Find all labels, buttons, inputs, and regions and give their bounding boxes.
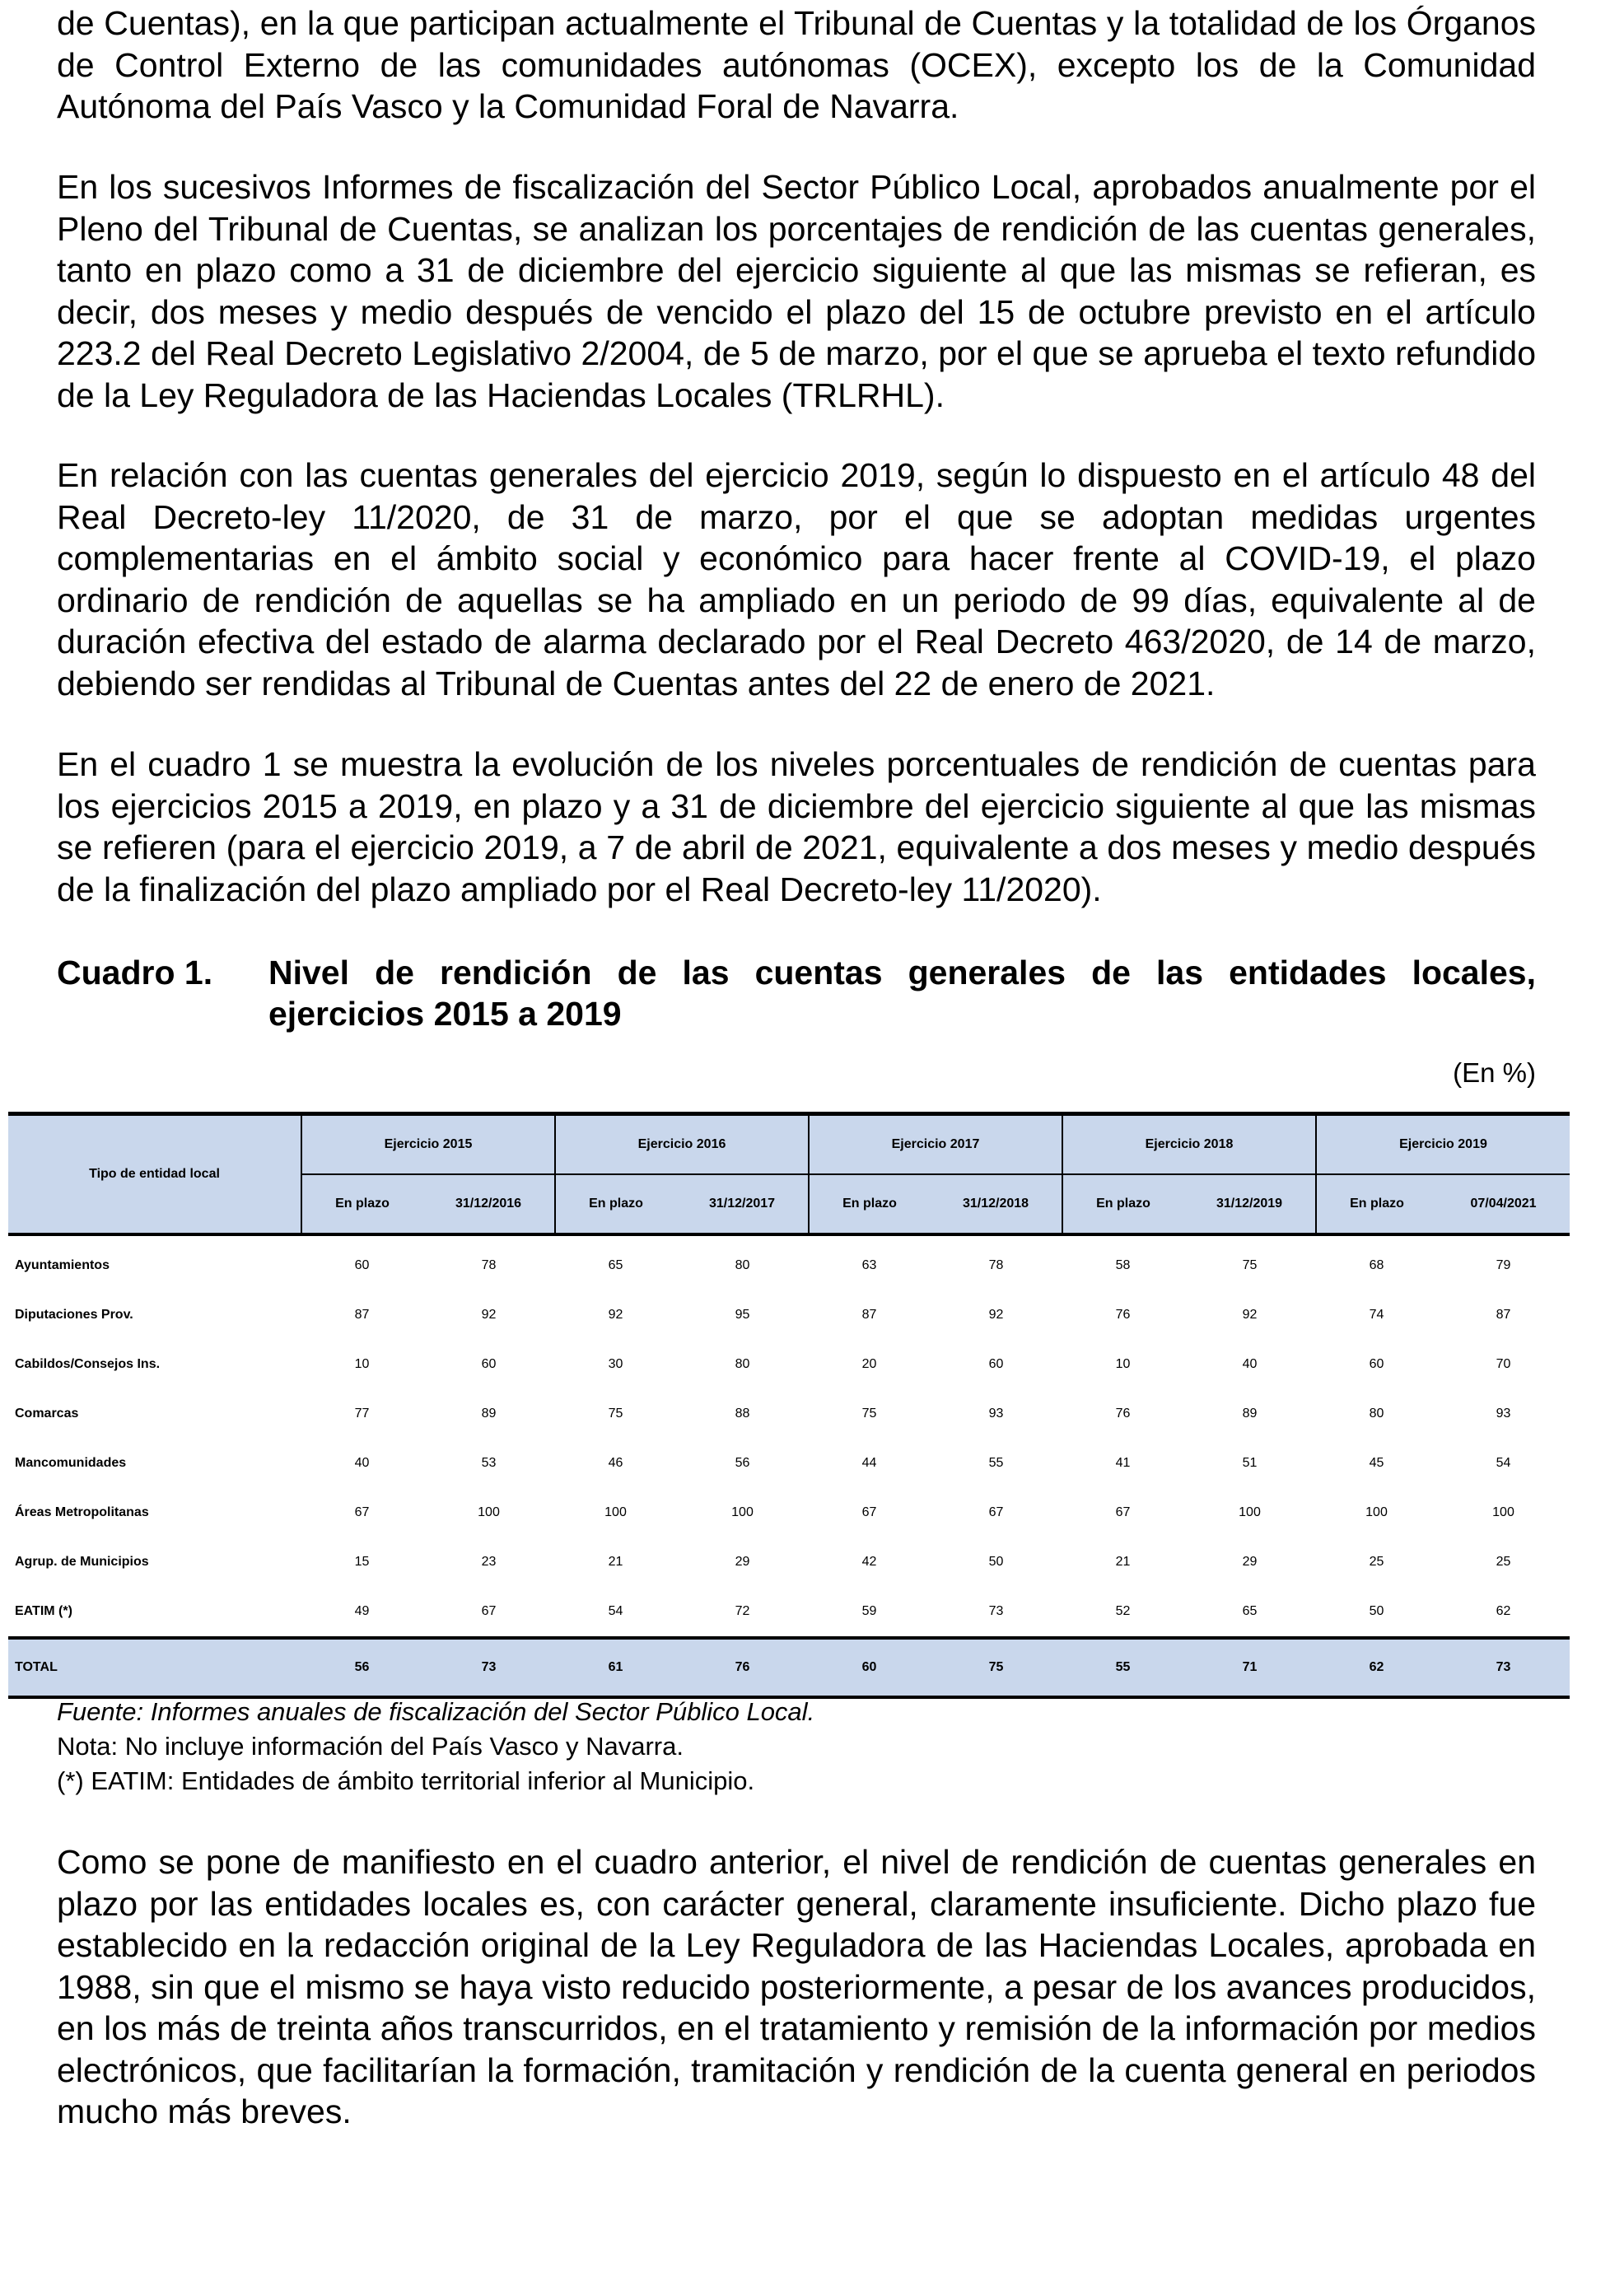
row-label: Áreas Metropolitanas [15, 1505, 149, 1519]
value-cell: 10 [1115, 1357, 1131, 1371]
sub-header: 31/12/2017 [676, 1174, 809, 1234]
table-row [8, 1537, 1570, 1587]
value-cell: 76 [1115, 1308, 1131, 1322]
value-cell: 67 [1115, 1505, 1131, 1519]
value-cell: 89 [1242, 1407, 1258, 1421]
paragraph-2: En los sucesivos Informes de fiscalización del Sector Público Local, aprobados anualmente por el Pleno del Tribunal de Cuentas, se analizan los porcentajes de rendición de las cuentas generales, tanto en plazo como a 31 de diciembre del ejercicio siguiente al que las mismas se refieran, es decir, dos meses y medio después de vencido el plazo del 15 de octubre previsto en el artículo 223.2 del Real Decreto Legislativo 2/2004, de 5 de marzo, por el que se aprueba el texto refundido de la Ley Reguladora de las Haciendas Locales (TRLRHL). [57, 168, 1536, 414]
value-cell: 25 [1369, 1555, 1384, 1569]
value-cell: 54 [608, 1604, 623, 1618]
value-cell: 50 [988, 1555, 1004, 1569]
value-cell: 49 [354, 1604, 370, 1618]
value-cell: 77 [354, 1407, 370, 1421]
total-cell: 75 [930, 1638, 1062, 1697]
total-label: TOTAL [8, 1638, 301, 1697]
header-row-years [8, 1114, 1570, 1175]
total-cell: 55 [1062, 1638, 1183, 1697]
row-label: Agrup. de Municipios [15, 1555, 149, 1569]
value-cell: 50 [1369, 1604, 1384, 1618]
value-cell: 87 [861, 1308, 877, 1322]
value-cell: 93 [1496, 1407, 1511, 1421]
value-cell: 46 [608, 1456, 623, 1470]
paragraph-5: Como se pone de manifiesto en el cuadro anterior, el nivel de rendición de cuentas generales en plazo por las entidades locales es, con carácter general, claramente insuficiente. Dicho plazo fue establecido en la redacción original de la Ley Reguladora de las Haciendas Locales, aprobada en 1988, sin que el mismo se haya visto reducido posteriormente, a pesar de los avances producidos, en los más de treinta años transcurridos, en el tratamiento y remisión de la información por medios electrónicos, que facilitarían la formación, tramitación y rendición de la cuenta general en periodos mucho más breves. [57, 1843, 1536, 2130]
corner-header: Tipo de entidad local [8, 1114, 301, 1235]
value-cell: 15 [354, 1555, 370, 1569]
total-cell: 73 [422, 1638, 555, 1697]
row-label: Cabildos/Consejos Ins. [15, 1357, 161, 1371]
sub-header: En plazo [809, 1174, 930, 1234]
row-label: Ayuntamientos [15, 1258, 110, 1272]
value-cell: 67 [481, 1604, 497, 1618]
value-cell: 67 [988, 1505, 1004, 1519]
year-header: Ejercicio 2017 [809, 1114, 1062, 1175]
value-cell: 30 [608, 1357, 623, 1371]
value-cell: 54 [1496, 1456, 1511, 1470]
value-cell: 55 [988, 1456, 1004, 1470]
table-wrapper [8, 1112, 1570, 1699]
total-cell: 61 [555, 1638, 676, 1697]
value-cell: 29 [735, 1555, 750, 1569]
year-header: Ejercicio 2016 [555, 1114, 809, 1175]
value-cell: 65 [608, 1258, 623, 1272]
table-notes [57, 1695, 814, 1798]
value-cell: 40 [1242, 1357, 1258, 1371]
value-cell: 21 [1115, 1555, 1131, 1569]
value-cell: 89 [481, 1407, 497, 1421]
caption-title: Nivel de rendición de las cuentas generales de las entidades locales, ejercicios 2015 a 2019 [268, 954, 1536, 1033]
value-cell: 80 [735, 1357, 750, 1371]
value-cell: 92 [608, 1308, 623, 1322]
value-cell: 75 [1242, 1258, 1258, 1272]
value-cell: 63 [861, 1258, 877, 1272]
data-table [8, 1112, 1570, 1699]
value-cell: 40 [354, 1456, 370, 1470]
value-cell: 74 [1369, 1308, 1384, 1322]
value-cell: 56 [735, 1456, 750, 1470]
value-cell: 100 [1365, 1505, 1388, 1519]
paragraph-1: de Cuentas), en la que participan actualmente el Tribunal de Cuentas y la totalidad de los Órganos de Control Externo de las comunidades autónomas (OCEX), excepto los de la Comunidad Autónoma del País Vasco y la Comunidad Foral de Navarra. [57, 4, 1536, 125]
table-row [8, 1234, 1570, 1290]
total-cell: 60 [809, 1638, 930, 1697]
value-cell: 80 [1369, 1407, 1384, 1421]
table-row [8, 1290, 1570, 1340]
total-cell: 62 [1316, 1638, 1437, 1697]
table-row [8, 1389, 1570, 1439]
value-cell: 42 [861, 1555, 877, 1569]
row-label: Comarcas [15, 1407, 79, 1421]
value-cell: 95 [735, 1308, 750, 1322]
value-cell: 100 [731, 1505, 754, 1519]
value-cell: 100 [604, 1505, 627, 1519]
table-row [8, 1340, 1570, 1389]
value-cell: 23 [481, 1555, 497, 1569]
total-cell: 76 [676, 1638, 809, 1697]
value-cell: 68 [1369, 1258, 1384, 1272]
value-cell: 60 [1369, 1357, 1384, 1371]
value-cell: 92 [481, 1308, 497, 1322]
table-body [8, 1234, 1570, 1638]
value-cell: 10 [354, 1357, 370, 1371]
value-cell: 29 [1242, 1555, 1258, 1569]
row-label: EATIM (*) [15, 1604, 72, 1618]
value-cell: 78 [481, 1258, 497, 1272]
value-cell: 51 [1242, 1456, 1258, 1470]
value-cell: 92 [1242, 1308, 1258, 1322]
value-cell: 62 [1496, 1604, 1511, 1618]
value-cell: 20 [861, 1357, 877, 1371]
value-cell: 79 [1496, 1258, 1511, 1272]
table-row [8, 1439, 1570, 1488]
value-cell: 60 [354, 1258, 370, 1272]
value-cell: 87 [354, 1308, 370, 1322]
value-cell: 65 [1242, 1604, 1258, 1618]
value-cell: 67 [861, 1505, 877, 1519]
sub-header: En plazo [555, 1174, 676, 1234]
value-cell: 75 [608, 1407, 623, 1421]
table-row [8, 1488, 1570, 1537]
sub-header: 07/04/2021 [1437, 1174, 1570, 1234]
value-cell: 67 [354, 1505, 370, 1519]
value-cell: 45 [1369, 1456, 1384, 1470]
caption-label: Cuadro 1. [57, 954, 213, 991]
value-cell: 78 [988, 1258, 1004, 1272]
value-cell: 100 [1492, 1505, 1514, 1519]
source-note: Fuente: Informes anuales de fiscalización del Sector Público Local. [57, 1697, 815, 1726]
row-label: Mancomunidades [15, 1456, 127, 1470]
value-cell: 52 [1115, 1604, 1131, 1618]
value-cell: 76 [1115, 1407, 1131, 1421]
scope-note: Nota: No incluye información del País Vasco y Navarra. [57, 1732, 684, 1761]
value-cell: 41 [1115, 1456, 1131, 1470]
value-cell: 60 [481, 1357, 497, 1371]
value-cell: 60 [988, 1357, 1004, 1371]
value-cell: 72 [735, 1604, 750, 1618]
value-cell: 92 [988, 1308, 1004, 1322]
value-cell: 100 [1239, 1505, 1261, 1519]
value-cell: 70 [1496, 1357, 1511, 1371]
value-cell: 44 [861, 1456, 877, 1470]
total-cell: 56 [301, 1638, 422, 1697]
table-row [8, 1587, 1570, 1638]
total-cell: 73 [1437, 1638, 1570, 1697]
year-header: Ejercicio 2019 [1316, 1114, 1570, 1175]
sub-header: En plazo [1062, 1174, 1183, 1234]
total-row [8, 1638, 1570, 1697]
sub-header: 31/12/2018 [930, 1174, 1062, 1234]
sub-header: En plazo [1316, 1174, 1437, 1234]
value-cell: 53 [481, 1456, 497, 1470]
value-cell: 75 [861, 1407, 877, 1421]
value-cell: 88 [735, 1407, 750, 1421]
value-cell: 100 [478, 1505, 500, 1519]
sub-header: 31/12/2019 [1183, 1174, 1316, 1234]
year-header: Ejercicio 2015 [301, 1114, 555, 1175]
eatim-note: (*) EATIM: Entidades de ámbito territorial inferior al Municipio. [57, 1766, 755, 1795]
sub-header: En plazo [301, 1174, 422, 1234]
value-cell: 21 [608, 1555, 623, 1569]
value-cell: 73 [988, 1604, 1004, 1618]
total-cell: 71 [1183, 1638, 1316, 1697]
value-cell: 25 [1496, 1555, 1511, 1569]
value-cell: 93 [988, 1407, 1004, 1421]
value-cell: 87 [1496, 1308, 1511, 1322]
year-header: Ejercicio 2018 [1062, 1114, 1316, 1175]
paragraph-3: En relación con las cuentas generales del ejercicio 2019, según lo dispuesto en el artículo 48 del Real Decreto-ley 11/2020, de 31 de marzo, por el que se adoptan medidas urgentes complementarias en el ámbito social y económico para hacer frente al COVID-19, el plazo ordinario de rendición de aquellas se ha ampliado en un periodo de 99 días, equivalente al de duración efectiva del estado de alarma declarado por el Real Decreto 463/2020, de 14 de marzo, debiendo ser rendidas al Tribunal de Cuentas antes del 22 de enero de 2021. [57, 456, 1536, 702]
sub-header: 31/12/2016 [422, 1174, 555, 1234]
value-cell: 80 [735, 1258, 750, 1272]
value-cell: 59 [861, 1604, 877, 1618]
value-cell: 58 [1115, 1258, 1131, 1272]
unit-label: (En %) [1453, 1057, 1536, 1088]
row-label: Diputaciones Prov. [15, 1308, 133, 1322]
paragraph-4: En el cuadro 1 se muestra la evolución de los niveles porcentuales de rendición de cuentas para los ejercicios 2015 a 2019, en plazo y a 31 de diciembre del ejercicio siguiente al que las mismas se refieren (para el ejercicio 2019, a 7 de abril de 2021, equivalente a dos meses y medio después de la finalización del plazo ampliado por el Real Decreto-ley 11/2020). [57, 745, 1536, 908]
